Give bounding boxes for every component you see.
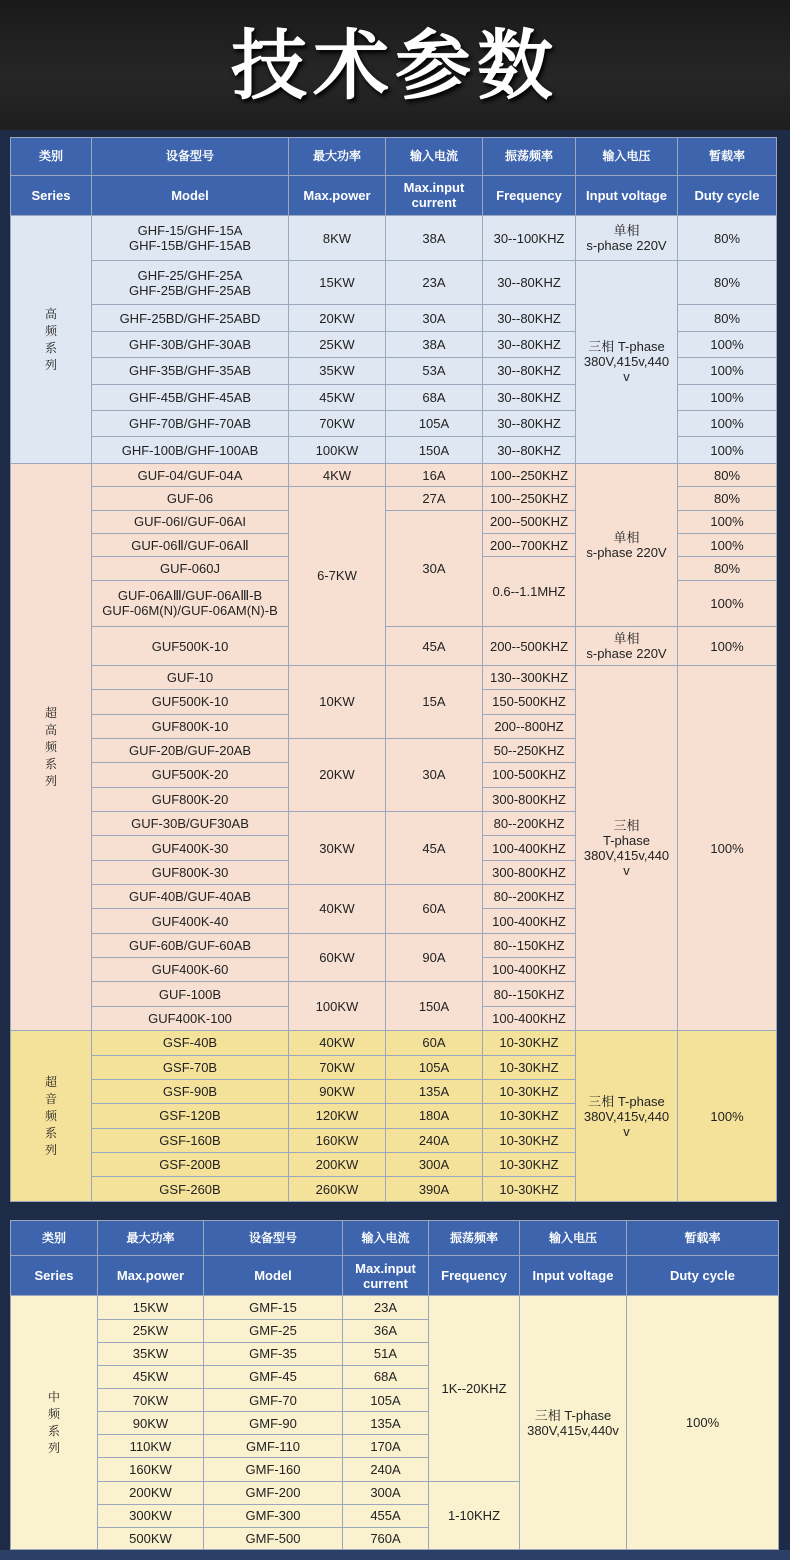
header-row-en (11, 1256, 779, 1296)
series-label: 高频系列 (44, 306, 57, 372)
header-en: Input voltage (520, 1256, 627, 1296)
power-cell-group: 60KW (289, 933, 386, 982)
freq-cell: 10-30KHZ (483, 1177, 576, 1202)
voltage-line: 三相 T-phase (534, 1407, 612, 1423)
current-cell: 51A (343, 1342, 429, 1365)
header-cn: 振荡频率 (483, 138, 576, 176)
model-cell: GUF-10 (92, 665, 289, 689)
model-cell: GUF-060J (92, 557, 289, 580)
current-cell: 180A (386, 1104, 483, 1128)
model-line: GHF-25B/GHF-25AB (128, 282, 252, 298)
power-cell: 25KW (289, 331, 386, 357)
freq-cell: 80--200KHZ (483, 885, 576, 909)
voltage-line: s-phase 220V (586, 646, 667, 662)
freq-cell: 200--700KHZ (483, 533, 576, 556)
spec-table-2 (10, 1220, 779, 1550)
power-cell-group: 100KW (289, 982, 386, 1031)
header-en: Frequency (483, 175, 576, 216)
model-cell: GHF-25BD/GHF-25ABD (92, 305, 289, 331)
current-cell: 30A (386, 305, 483, 331)
current-cell-group: 60A (386, 885, 483, 934)
series-label: 超高频系列 (44, 705, 57, 788)
freq-cell: 80--150KHZ (483, 982, 576, 1006)
current-cell: 105A (343, 1389, 429, 1412)
current-cell: 135A (343, 1412, 429, 1435)
model-cell: GMF-15 (204, 1296, 343, 1319)
current-cell: 53A (386, 358, 483, 384)
series-cell-us (11, 1031, 92, 1202)
freq-cell: 100--250KHZ (483, 487, 576, 510)
model-cell: GMF-90 (204, 1412, 343, 1435)
model-line: GUF-06M(N)/GUF-06AM(N)-B (102, 603, 278, 619)
model-cell: GUF800K-20 (92, 787, 289, 811)
duty-cell: 100% (678, 411, 777, 437)
header-en: Max.input current (386, 175, 483, 216)
header-en: Max.input current (343, 1256, 429, 1296)
freq-cell: 30--80KHZ (483, 331, 576, 357)
model-cell: GMF-300 (204, 1504, 343, 1527)
power-cell: 300KW (98, 1504, 204, 1527)
freq-cell: 80--200KHZ (483, 811, 576, 835)
model-cell: GUF500K-20 (92, 763, 289, 787)
spec-table-1-panel (10, 137, 776, 1202)
freq-cell: 100-500KHZ (483, 763, 576, 787)
duty-cell: 100% (678, 384, 777, 410)
duty-cell: 100% (678, 533, 777, 556)
header-en: Model (204, 1256, 343, 1296)
power-cell: 110KW (98, 1435, 204, 1458)
current-cell: 27A (386, 487, 483, 510)
freq-cell: 300-800KHZ (483, 860, 576, 884)
voltage-line: 单相 (613, 530, 640, 546)
current-cell-group: 90A (386, 933, 483, 982)
duty-cell: 80% (678, 557, 777, 580)
power-cell-group: 20KW (289, 738, 386, 811)
power-cell: 70KW (289, 1055, 386, 1079)
model-cell: GHF-100B/GHF-100AB (92, 437, 289, 463)
model-cell: GMF-25 (204, 1319, 343, 1342)
header-en: Model (92, 175, 289, 216)
current-cell-group: 30A (386, 510, 483, 627)
freq-cell: 30--80KHZ (483, 437, 576, 463)
model-cell: GUF-06 (92, 487, 289, 510)
model-cell: GMF-45 (204, 1365, 343, 1388)
current-cell: 135A (386, 1079, 483, 1103)
power-cell: 35KW (98, 1342, 204, 1365)
model-cell (92, 580, 289, 627)
power-cell: 45KW (289, 384, 386, 410)
freq-cell: 100-400KHZ (483, 1006, 576, 1030)
power-cell: 160KW (98, 1458, 204, 1481)
header-cn: 设备型号 (92, 138, 289, 176)
freq-cell: 100-400KHZ (483, 909, 576, 933)
page-title: 技术参数 (231, 21, 559, 110)
current-cell-group: 15A (386, 665, 483, 738)
header-cn: 输入电压 (576, 138, 678, 176)
freq-cell: 200--500KHZ (483, 510, 576, 533)
table-row (11, 627, 777, 666)
model-cell: GUF400K-100 (92, 1006, 289, 1030)
header-en: Max.power (98, 1256, 204, 1296)
voltage-line: 单相 (613, 223, 640, 238)
header-cn: 暂载率 (678, 138, 777, 176)
duty-cell: 100% (678, 331, 777, 357)
freq-cell: 80--150KHZ (483, 933, 576, 957)
model-cell: GUF400K-60 (92, 958, 289, 982)
current-cell: 68A (343, 1365, 429, 1388)
duty-cell: 80% (678, 463, 777, 486)
current-cell-group: 30A (386, 738, 483, 811)
current-cell: 16A (386, 463, 483, 486)
voltage-cell-group (520, 1296, 627, 1550)
model-cell: GHF-35B/GHF-35AB (92, 358, 289, 384)
duty-cell: 100% (678, 580, 777, 627)
current-cell: 36A (343, 1319, 429, 1342)
model-cell: GUF-60B/GUF-60AB (92, 933, 289, 957)
current-cell: 455A (343, 1504, 429, 1527)
model-cell: GMF-160 (204, 1458, 343, 1481)
voltage-line: s-phase 220V (586, 238, 667, 253)
current-cell: 60A (386, 1031, 483, 1055)
model-cell: GSF-260B (92, 1177, 289, 1202)
voltage-line: 单相 (613, 631, 640, 647)
header-row-en (11, 175, 777, 216)
header-cn: 振荡频率 (429, 1221, 520, 1256)
voltage-line: 三相 T-phase (588, 1093, 665, 1109)
model-cell: GUF400K-30 (92, 836, 289, 860)
model-cell: GUF800K-30 (92, 860, 289, 884)
model-cell: GSF-70B (92, 1055, 289, 1079)
power-cell: 45KW (98, 1365, 204, 1388)
power-cell: 120KW (289, 1104, 386, 1128)
current-cell: 105A (386, 1055, 483, 1079)
power-cell-group: 30KW (289, 811, 386, 884)
current-cell: 300A (386, 1153, 483, 1177)
voltage-cell-group (576, 463, 678, 626)
current-cell: 105A (386, 411, 483, 437)
current-cell: 760A (343, 1527, 429, 1549)
bottom-bar (0, 1550, 790, 1560)
voltage-cell-group (576, 1031, 678, 1202)
voltage-line: v (623, 863, 630, 878)
freq-cell: 200--800HZ (483, 714, 576, 738)
voltage-line: 三相 T-phase (588, 339, 665, 355)
model-cell: GHF-30B/GHF-30AB (92, 331, 289, 357)
header-en: Input voltage (576, 175, 678, 216)
table-row (11, 1031, 777, 1055)
model-cell: GUF-04/GUF-04A (92, 463, 289, 486)
header-en: Frequency (429, 1256, 520, 1296)
current-cell: 45A (386, 627, 483, 666)
voltage-cell (576, 216, 678, 261)
header-cn: 输入电流 (386, 138, 483, 176)
header-en: Series (11, 1256, 98, 1296)
voltage-cell-group (576, 260, 678, 463)
freq-cell-group: 1-10KHZ (429, 1481, 520, 1549)
voltage-line: v (623, 369, 630, 385)
model-cell: GUF-40B/GUF-40AB (92, 885, 289, 909)
power-cell: 200KW (98, 1481, 204, 1504)
power-cell: 90KW (98, 1412, 204, 1435)
model-cell: GSF-90B (92, 1079, 289, 1103)
model-cell (92, 216, 289, 261)
table-row (11, 216, 777, 261)
freq-cell-group: 1K--20KHZ (429, 1296, 520, 1481)
current-cell: 170A (343, 1435, 429, 1458)
voltage-line: T-phase (603, 833, 650, 848)
model-cell: GHF-45B/GHF-45AB (92, 384, 289, 410)
freq-cell: 30--80KHZ (483, 358, 576, 384)
table-row (11, 260, 777, 305)
model-cell: GUF-06I/GUF-06AI (92, 510, 289, 533)
table-row (11, 665, 777, 689)
series-cell-hf (11, 216, 92, 464)
power-cell-group: 40KW (289, 885, 386, 934)
power-cell: 160KW (289, 1128, 386, 1152)
voltage-line: s-phase 220V (586, 545, 667, 561)
freq-cell: 10-30KHZ (483, 1104, 576, 1128)
header-row-cn (11, 1221, 779, 1256)
voltage-line: 380V,415v,440 (583, 848, 670, 863)
current-cell: 300A (343, 1481, 429, 1504)
header-en: Duty cycle (678, 175, 777, 216)
power-cell-group: 10KW (289, 665, 386, 738)
freq-cell: 30--80KHZ (483, 260, 576, 305)
power-cell: 200KW (289, 1153, 386, 1177)
header-cn: 类别 (11, 138, 92, 176)
series-cell-mf (11, 1296, 98, 1550)
model-line: GHF-15B/GHF-15AB (128, 238, 252, 253)
model-cell: GSF-40B (92, 1031, 289, 1055)
voltage-cell-group (576, 665, 678, 1030)
model-cell: GUF-100B (92, 982, 289, 1006)
freq-cell: 130--300KHZ (483, 665, 576, 689)
power-cell: 25KW (98, 1319, 204, 1342)
freq-cell: 100-400KHZ (483, 836, 576, 860)
power-cell: 70KW (98, 1389, 204, 1412)
current-cell: 150A (386, 437, 483, 463)
freq-cell: 10-30KHZ (483, 1079, 576, 1103)
current-cell-group: 150A (386, 982, 483, 1031)
voltage-line: v (623, 1123, 630, 1139)
power-cell: 500KW (98, 1527, 204, 1549)
freq-cell: 30--80KHZ (483, 384, 576, 410)
duty-cell: 80% (678, 305, 777, 331)
header-en: Duty cycle (627, 1256, 779, 1296)
header-cn: 设备型号 (204, 1221, 343, 1256)
freq-cell: 10-30KHZ (483, 1031, 576, 1055)
duty-cell-group: 100% (678, 1031, 777, 1202)
series-label: 中频系列 (47, 1389, 60, 1455)
header-cn: 类别 (11, 1221, 98, 1256)
freq-cell: 150-500KHZ (483, 690, 576, 714)
duty-cell: 100% (678, 627, 777, 666)
header-en: Max.power (289, 175, 386, 216)
current-cell: 38A (386, 331, 483, 357)
voltage-line: 三相 (613, 818, 640, 833)
voltage-line: 380V,415v,440v (527, 1422, 619, 1438)
model-cell (92, 260, 289, 305)
power-cell: 260KW (289, 1177, 386, 1202)
model-cell: GMF-110 (204, 1435, 343, 1458)
duty-cell: 80% (678, 260, 777, 305)
freq-cell: 100--250KHZ (483, 463, 576, 486)
power-cell: 4KW (289, 463, 386, 486)
current-cell: 240A (386, 1128, 483, 1152)
current-cell: 390A (386, 1177, 483, 1202)
power-cell: 35KW (289, 358, 386, 384)
freq-cell: 50--250KHZ (483, 738, 576, 762)
model-cell: GMF-35 (204, 1342, 343, 1365)
header-cn: 最大功率 (289, 138, 386, 176)
series-label: 超音频系列 (44, 1074, 57, 1157)
duty-cell-group: 100% (678, 665, 777, 1030)
freq-cell: 300-800KHZ (483, 787, 576, 811)
header-cn: 暂载率 (627, 1221, 779, 1256)
freq-cell: 10-30KHZ (483, 1153, 576, 1177)
power-cell: 8KW (289, 216, 386, 261)
header-row-cn (11, 138, 777, 176)
current-cell-group: 45A (386, 811, 483, 884)
model-cell: GUF400K-40 (92, 909, 289, 933)
spec-table-1 (10, 137, 777, 1202)
duty-cell: 100% (678, 358, 777, 384)
model-cell: GUF500K-10 (92, 627, 289, 666)
current-cell: 23A (386, 260, 483, 305)
model-cell: GSF-160B (92, 1128, 289, 1152)
model-cell: GUF-20B/GUF-20AB (92, 738, 289, 762)
duty-cell: 80% (678, 216, 777, 261)
model-cell: GMF-500 (204, 1527, 343, 1549)
power-cell: 15KW (289, 260, 386, 305)
model-cell: GSF-200B (92, 1153, 289, 1177)
current-cell: 68A (386, 384, 483, 410)
header-cn: 最大功率 (98, 1221, 204, 1256)
freq-cell: 30--80KHZ (483, 411, 576, 437)
power-cell: 15KW (98, 1296, 204, 1319)
freq-cell: 200--500KHZ (483, 627, 576, 666)
spec-table-2-panel (10, 1220, 778, 1550)
model-cell: GUF-30B/GUF30AB (92, 811, 289, 835)
duty-cell-group: 100% (627, 1296, 779, 1550)
freq-cell: 30--100KHZ (483, 216, 576, 261)
power-cell: 90KW (289, 1079, 386, 1103)
header-en: Series (11, 175, 92, 216)
freq-cell: 30--80KHZ (483, 305, 576, 331)
duty-cell: 100% (678, 437, 777, 463)
model-cell: GUF500K-10 (92, 690, 289, 714)
power-cell: 20KW (289, 305, 386, 331)
freq-cell: 10-30KHZ (483, 1055, 576, 1079)
voltage-line: 380V,415v,440 (583, 354, 670, 370)
model-line: GUF-06AⅢ/GUF-06AⅢ-B (117, 588, 263, 604)
voltage-cell (576, 627, 678, 666)
header-cn: 输入电流 (343, 1221, 429, 1256)
duty-cell: 80% (678, 487, 777, 510)
current-cell: 23A (343, 1296, 429, 1319)
model-line: GHF-15/GHF-15A (137, 223, 243, 238)
freq-cell-group: 0.6--1.1MHZ (483, 557, 576, 627)
current-cell: 240A (343, 1458, 429, 1481)
table-row (11, 463, 777, 486)
header-cn: 输入电压 (520, 1221, 627, 1256)
model-cell: GSF-120B (92, 1104, 289, 1128)
model-cell: GMF-70 (204, 1389, 343, 1412)
duty-cell: 100% (678, 510, 777, 533)
voltage-line: 380V,415v,440 (583, 1108, 670, 1124)
model-line: GHF-25/GHF-25A (137, 267, 243, 283)
table-row (11, 1296, 779, 1319)
power-cell: 100KW (289, 437, 386, 463)
model-cell: GMF-200 (204, 1481, 343, 1504)
power-cell-group: 6-7KW (289, 487, 386, 666)
freq-cell: 10-30KHZ (483, 1128, 576, 1152)
freq-cell: 100-400KHZ (483, 958, 576, 982)
power-cell: 70KW (289, 411, 386, 437)
series-cell-uhf (11, 463, 92, 1030)
model-cell: GUF-06Ⅱ/GUF-06AⅡ (92, 533, 289, 556)
model-cell: GUF800K-10 (92, 714, 289, 738)
current-cell: 38A (386, 216, 483, 261)
power-cell: 40KW (289, 1031, 386, 1055)
model-cell: GHF-70B/GHF-70AB (92, 411, 289, 437)
